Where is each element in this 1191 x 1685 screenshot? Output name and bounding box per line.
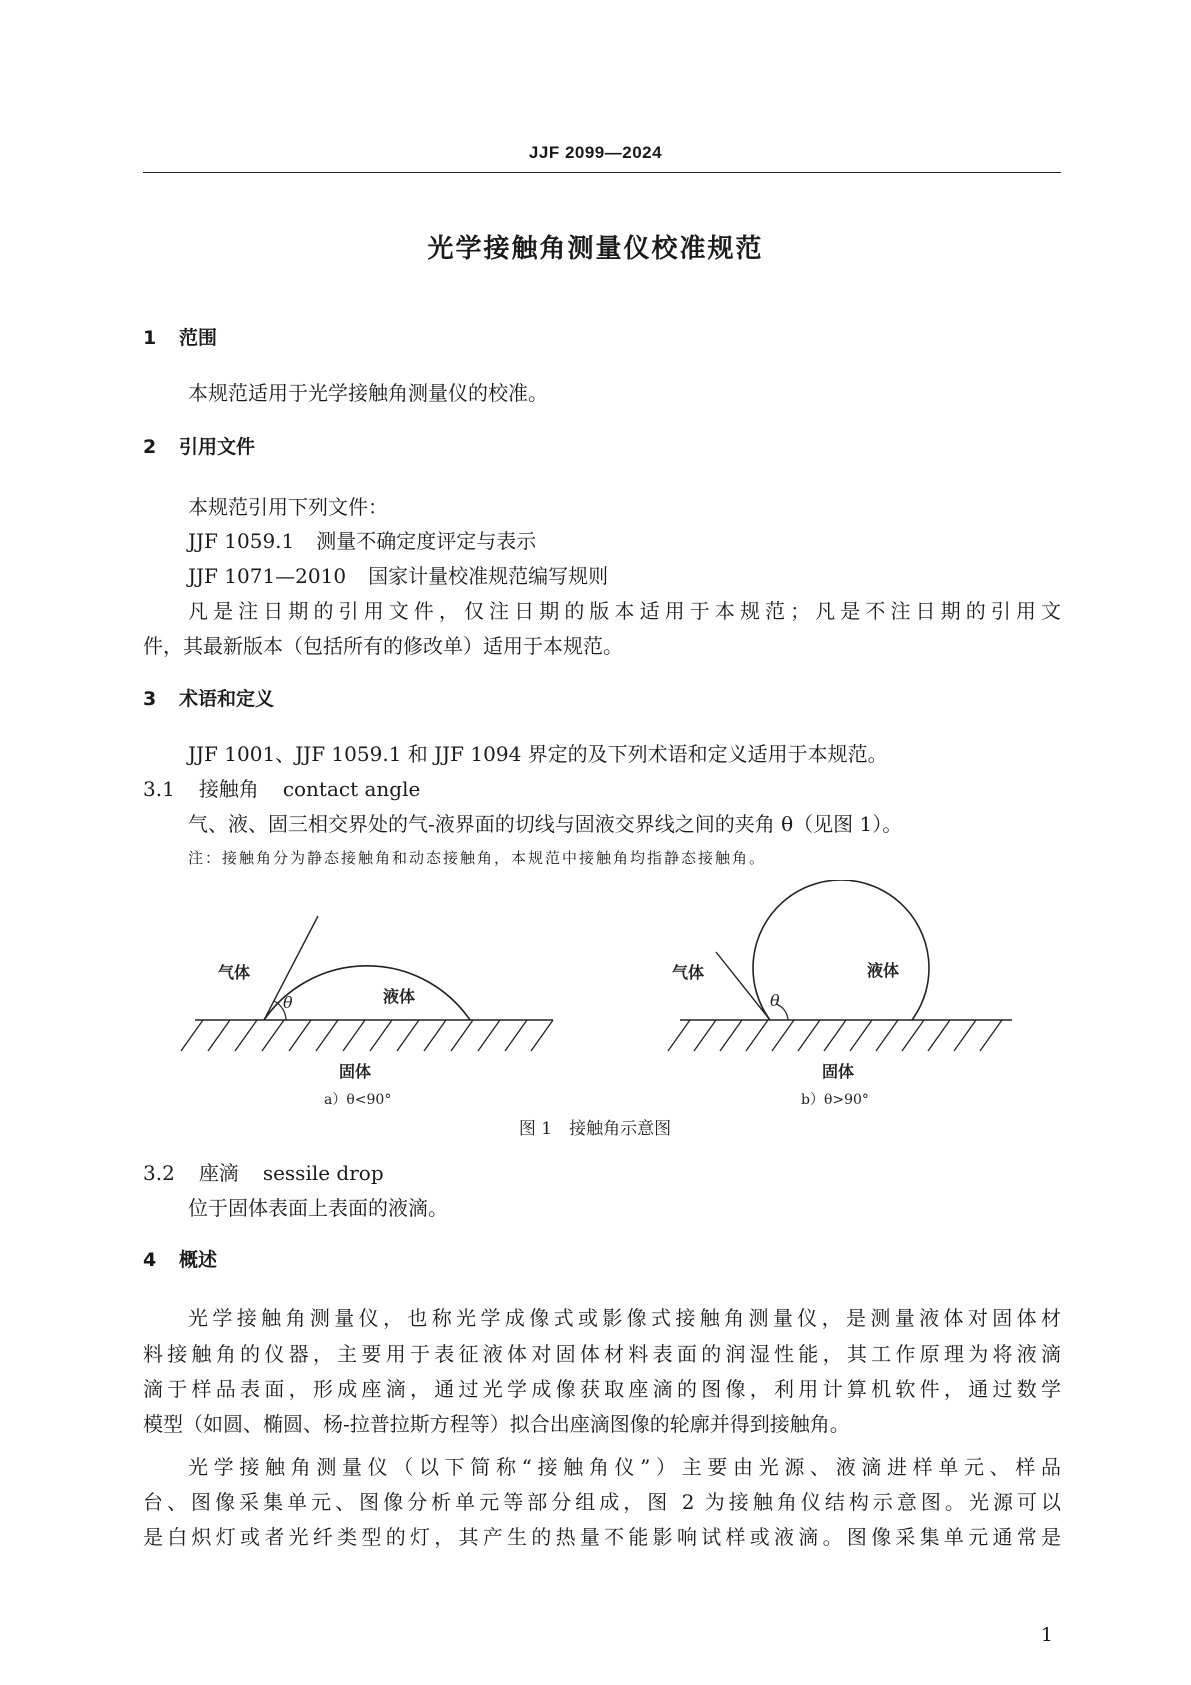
header-divider bbox=[143, 172, 1061, 173]
liquid-label: 液体 bbox=[867, 961, 900, 980]
tangent-line bbox=[716, 952, 770, 1020]
section-number: 3 bbox=[143, 688, 157, 710]
reference-item bbox=[188, 525, 536, 554]
gas-label: 气体 bbox=[218, 963, 251, 982]
solid-label: 固体 bbox=[339, 1062, 372, 1081]
section-heading-terms bbox=[143, 684, 274, 711]
section-heading-scope bbox=[143, 323, 217, 350]
term-definition: 位于固体表面上表面的液滴。 bbox=[188, 1196, 448, 1220]
term-number: 3.1 bbox=[143, 777, 175, 801]
solid-label: 固体 bbox=[822, 1062, 855, 1081]
term-number: 3.2 bbox=[143, 1161, 175, 1185]
solid-hatching bbox=[181, 1020, 553, 1051]
droplet-outline bbox=[264, 966, 470, 1020]
liquid-label: 液体 bbox=[383, 987, 416, 1006]
term-note: 注：接触角分为静态接触角和动态接触角，本规范中接触角均指静态接触角。 bbox=[188, 849, 767, 867]
section-title: 范围 bbox=[179, 327, 218, 349]
section-number: 1 bbox=[143, 327, 157, 349]
subfigure-caption-b: b）θ>90° bbox=[801, 1092, 869, 1108]
reference-name: 国家计量校准规范编写规则 bbox=[368, 564, 609, 588]
overview-line: 台、图像采集单元、图像分析单元等部分组成，图 2 为接触角仪结构示意图。光源可以 bbox=[143, 1490, 1061, 1514]
theta-label: θ bbox=[770, 991, 780, 1010]
section-heading-overview bbox=[143, 1245, 217, 1272]
term-zh: 接触角 bbox=[198, 777, 259, 801]
references-intro: 本规范引用下列文件： bbox=[188, 495, 388, 519]
diagram-a bbox=[181, 916, 553, 1081]
term-heading-sessile-drop bbox=[143, 1157, 384, 1186]
page-title: 光学接触角测量仪校准规范 bbox=[427, 234, 764, 264]
page-number: 1 bbox=[1040, 1624, 1053, 1646]
theta-label: θ bbox=[283, 993, 293, 1012]
figure-caption: 图 1 接触角示意图 bbox=[518, 1119, 672, 1139]
section-title: 概述 bbox=[179, 1249, 218, 1271]
term-en: sessile drop bbox=[262, 1161, 384, 1185]
overview-line: 料接触角的仪器，主要用于表征液体对固体材料表面的润湿性能，其工作原理为将液滴 bbox=[143, 1342, 1061, 1366]
diagram-b bbox=[668, 880, 1012, 1081]
references-note-line: 件，其最新版本（包括所有的修改单）适用于本规范。 bbox=[143, 634, 623, 658]
contact-angle-figure bbox=[0, 880, 1191, 1140]
term-heading-contact-angle bbox=[143, 773, 420, 802]
section-number: 2 bbox=[143, 436, 157, 458]
overview-line: 模型（如圆、椭圆、杨-拉普拉斯方程等）拟合出座滴图像的轮廓并得到接触角。 bbox=[143, 1412, 850, 1436]
section-title: 引用文件 bbox=[179, 436, 256, 458]
section-title: 术语和定义 bbox=[179, 688, 275, 710]
overview-line: 光学接触角测量仪（以下简称“接触角仪”）主要由光源、液滴进样单元、样品 bbox=[188, 1455, 1061, 1479]
section-number: 4 bbox=[143, 1249, 157, 1271]
subfigure-caption-a: a）θ<90° bbox=[324, 1092, 392, 1108]
reference-item bbox=[188, 560, 608, 589]
reference-code: JJF 1059.1 bbox=[188, 529, 295, 553]
terms-intro: JJF 1001、JJF 1059.1 和 JJF 1094 界定的及下列术语和定义适用于本规范。 bbox=[188, 742, 888, 766]
references-note-line: 凡是注日期的引用文件，仅注日期的版本适用于本规范；凡是不注日期的引用文 bbox=[188, 599, 1061, 623]
term-definition: 气、液、固三相交界处的气-液界面的切线与固液交界线之间的夹角 θ（见图 1）。 bbox=[188, 812, 903, 836]
overview-line: 是白炽灯或者光纤类型的灯，其产生的热量不能影响试样或液滴。图像采集单元通常是 bbox=[143, 1525, 1061, 1549]
overview-line: 光学接触角测量仪，也称光学成像式或影像式接触角测量仪，是测量液体对固体材 bbox=[188, 1306, 1061, 1330]
term-zh: 座滴 bbox=[198, 1161, 239, 1185]
term-en: contact angle bbox=[282, 777, 421, 801]
solid-hatching bbox=[668, 1020, 1002, 1051]
reference-name: 测量不确定度评定与表示 bbox=[316, 529, 537, 553]
gas-label: 气体 bbox=[672, 963, 705, 982]
section-heading-references bbox=[143, 432, 255, 459]
reference-code: JJF 1071—2010 bbox=[188, 564, 347, 588]
document-number: JJF 2099—2024 bbox=[528, 143, 663, 162]
overview-line: 滴于样品表面，形成座滴，通过光学成像获取座滴的图像，利用计算机软件，通过数学 bbox=[143, 1377, 1061, 1401]
scope-paragraph: 本规范适用于光学接触角测量仪的校准。 bbox=[188, 381, 548, 405]
